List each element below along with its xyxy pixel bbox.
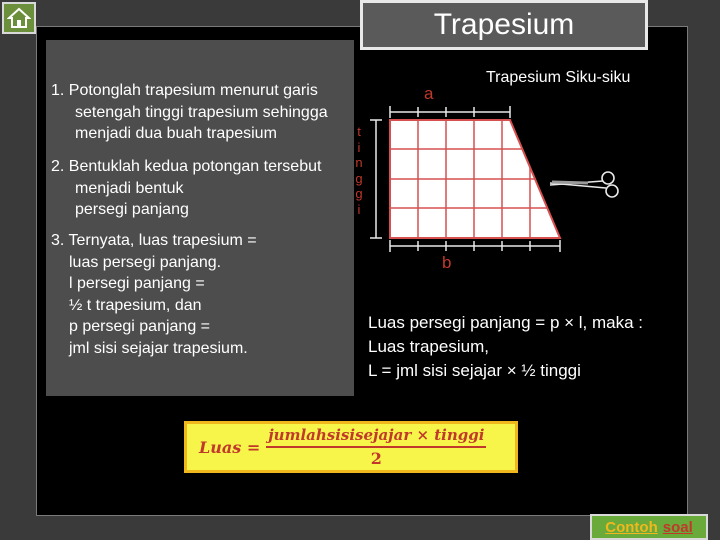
height-letter: g [355,170,363,186]
step-3-line-1: 3. Ternyata, luas trapesium = [51,232,257,249]
contoh-soal-button[interactable] [590,514,708,540]
home-icon [7,7,31,29]
dimension-line-height [370,120,382,238]
label-bottom-side-b: b [442,253,452,272]
step-2 [51,156,321,221]
shape-title: Trapesium Siku-siku [486,69,631,86]
step-3 [51,230,257,359]
height-letter: i [357,139,361,155]
conclusion-line-3: L = jml sisi sejajar × ½ tinggi [368,361,581,380]
height-letter: g [355,186,363,201]
area-formula-box [184,421,518,473]
step-3-line-2: luas persegi panjang. [69,253,222,271]
home-button[interactable] [2,2,36,34]
page-title: Trapesium [360,0,648,50]
height-letter: i [357,201,361,217]
step-2-line-3: persegi panjang [75,201,189,218]
step-1-line-3: menjadi dua buah trapesium [75,125,277,142]
conclusion-line-1: Luas persegi panjang = p × l, maka : [368,313,644,332]
contoh-soal-label-2: soal [662,518,693,536]
conclusion-text [368,311,643,383]
height-letter: t [357,124,361,139]
formula-lhs: Luas = [199,437,261,457]
contoh-soal-label-1: Contoh [605,518,658,536]
height-letter: n [355,155,363,170]
step-1-line-1: 1. Potonglah trapesium menurut garis [51,82,318,99]
step-3-line-4: ½ t trapesium, dan [69,296,202,314]
step-3-line-6: jml sisi sejajar trapesium. [69,339,248,357]
step-1 [51,80,328,145]
step-3-line-5: p persegi panjang = [69,318,210,335]
conclusion-line-2: Luas trapesium, [368,337,489,356]
formula-fraction [266,426,486,468]
step-2-line-2: menjadi bentuk [75,179,184,197]
dimension-line-b [390,240,560,252]
scissors-icon [550,172,618,197]
dimension-line-a [390,106,510,118]
formula-denominator: 2 [370,449,382,468]
formula-numerator: jumlahsisisejajar × tinggi [266,426,486,448]
step-3-line-3: l persegi panjang = [69,275,205,292]
step-2-line-1: 2. Bentuklah kedua potongan tersebut [51,158,322,175]
step-1-line-2: setengah tinggi trapesium sehingga [75,103,328,121]
label-top-side-a: a [424,84,434,103]
right-trapezoid-figure [360,90,640,260]
